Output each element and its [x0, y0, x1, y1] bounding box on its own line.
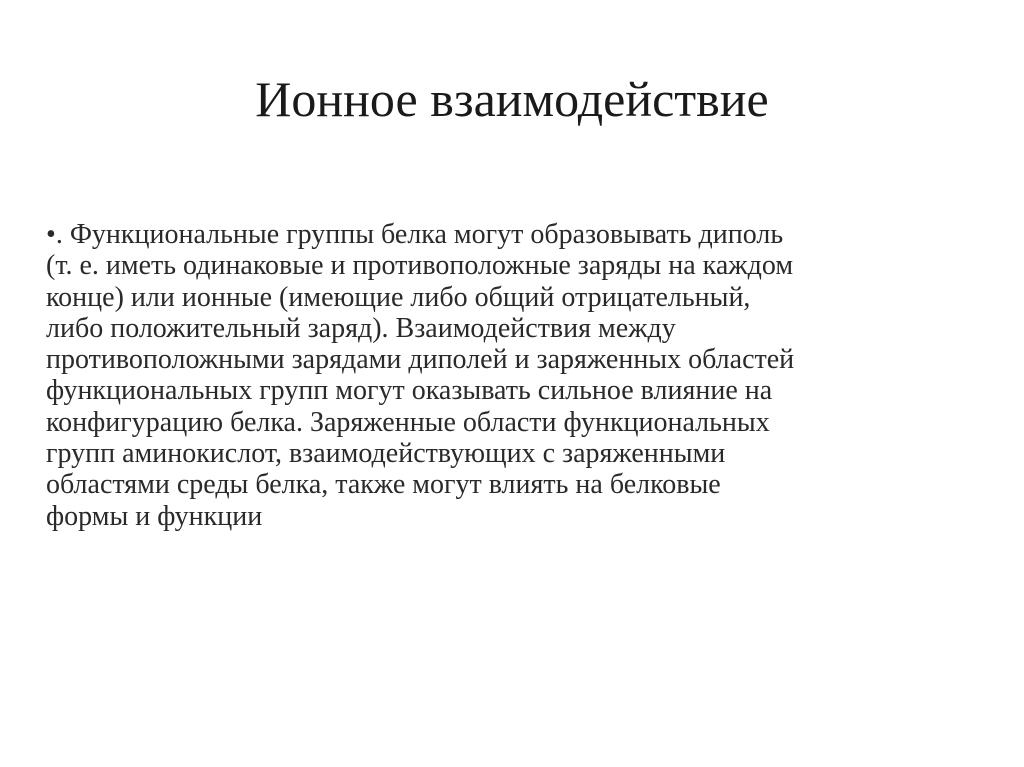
- paragraph-line: противоположными зарядами диполей и заряженных областей: [46, 344, 795, 376]
- slide-title: Ионное взаимодействие: [255, 71, 769, 127]
- paragraph-line: формы и функции: [46, 500, 263, 532]
- bullet-icon: •: [46, 219, 56, 250]
- paragraph-line-text: . Функциональные группы белка могут образовывать диполь: [55, 219, 784, 250]
- paragraph-line: групп аминокислот, взаимодействующих с заряженными: [46, 438, 726, 470]
- paragraph-line: (т. е. иметь одинаковые и противоположные заряды на каждом: [46, 250, 794, 282]
- paragraph-line: функциональных групп могут оказывать сильное влияние на: [46, 375, 773, 407]
- bullet-paragraph: [46, 219, 976, 532]
- paragraph-line: конфигурацию белка. Заряженные области функциональных: [46, 406, 770, 438]
- paragraph-line: либо положительный заряд). Взаимодействия между: [46, 312, 676, 344]
- paragraph-line: конце) или ионные (имеющие либо общий отрицательный,: [46, 281, 751, 313]
- paragraph-line: [46, 219, 976, 250]
- paragraph-line: областями среды белка, также могут влиять на белковые: [46, 469, 721, 501]
